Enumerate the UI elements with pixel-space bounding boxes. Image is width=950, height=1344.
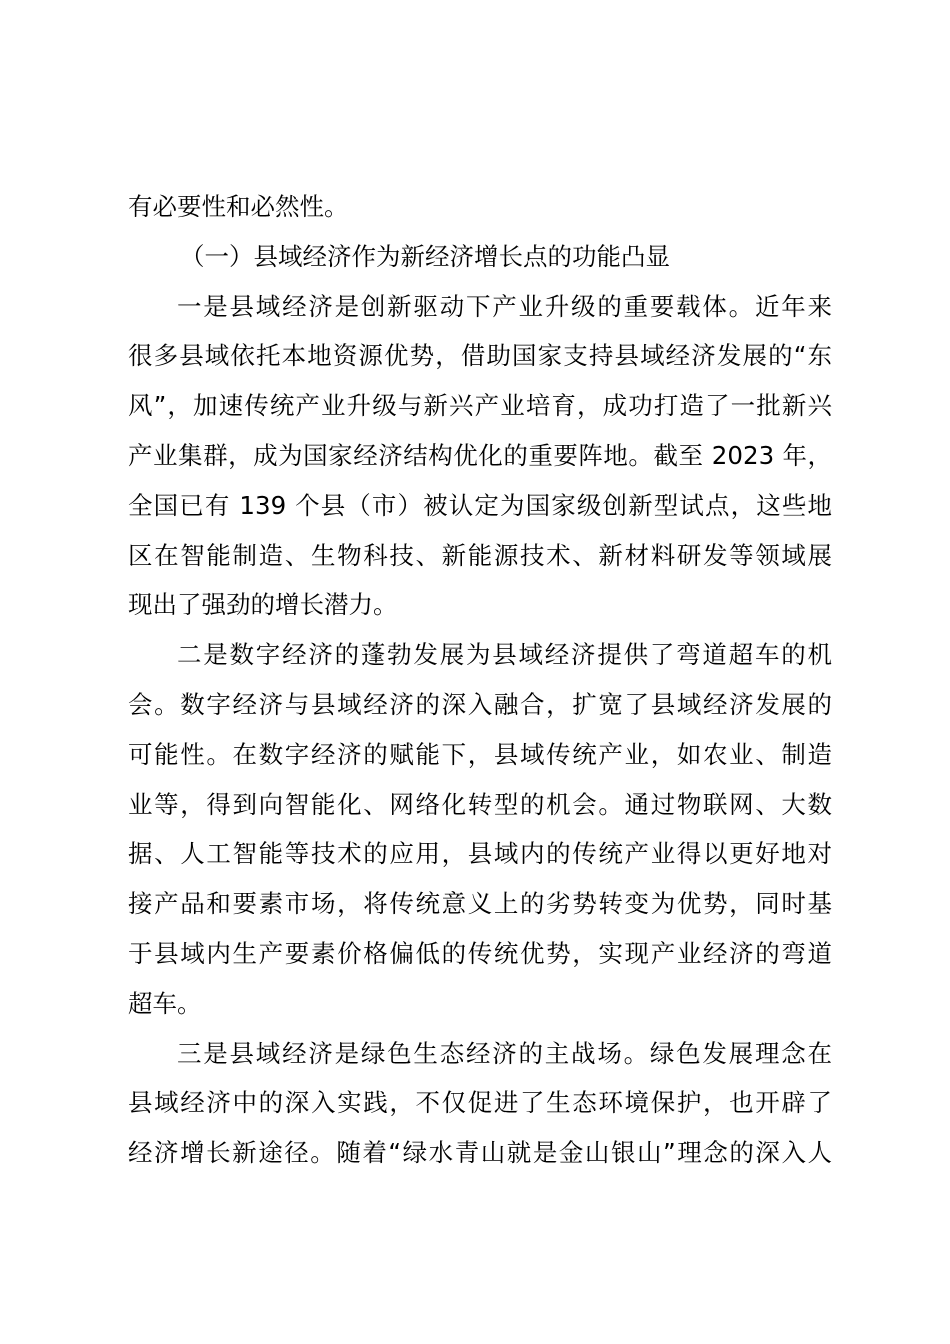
paragraph-line: 一是县域经济是创新驱动下产业升级的重要载体。近年来 (177, 291, 832, 321)
paragraph-line: 全国已有 139 个县（市）被认定为国家级创新型试点，这些地 (128, 490, 832, 520)
paragraph-line: 经济增长新途径。随着“绿水青山就是金山银山”理念的深入人 (128, 1138, 832, 1168)
paragraph-line: 业等，得到向智能化、网络化转型的机会。通过物联网、大数 (128, 789, 832, 819)
paragraph-line: 据、人工智能等技术的应用，县域内的传统产业得以更好地对 (128, 839, 832, 869)
paragraph-1 (128, 282, 832, 631)
paragraph-line: 二是数字经济的蓬勃发展为县域经济提供了弯道超车的机 (177, 640, 832, 670)
paragraph-2 (128, 630, 832, 1028)
paragraph-line: 超车。 (128, 988, 202, 1018)
paragraph-line: 县域经济中的深入实践，不仅促进了生态环境保护，也开辟了 (128, 1088, 832, 1118)
paragraph-line: 会。数字经济与县域经济的深入融合，扩宽了县域经济发展的 (128, 689, 832, 719)
paragraph-line: 接产品和要素市场，将传统意义上的劣势转变为优势，同时基 (128, 889, 832, 919)
paragraph-line: 现出了强劲的增长潜力。 (128, 590, 398, 620)
paragraph-line: 三是县域经济是绿色生态经济的主战场。绿色发展理念在 (177, 1038, 832, 1068)
paragraph-line: 区在智能制造、生物科技、新能源技术、新材料研发等领域展 (128, 540, 832, 570)
continuation-line: 有必要性和必然性。 (128, 192, 349, 221)
paragraph-line: 产业集群，成为国家经济结构优化的重要阵地。截至 2023 年， (128, 440, 832, 470)
document-body (128, 182, 832, 1178)
paragraph-line: 可能性。在数字经济的赋能下，县域传统产业，如农业、制造 (128, 739, 832, 769)
paragraph-3 (128, 1029, 832, 1178)
paragraph-line: 风”，加速传统产业升级与新兴产业培育，成功打造了一批新兴 (128, 391, 832, 421)
paragraph-line: 很多县域依托本地资源优势，借助国家支持县域经济发展的“东 (128, 341, 832, 371)
section-heading: （一）县域经济作为新经济增长点的功能凸显 (180, 241, 670, 271)
paragraph-line: 于县域内生产要素价格偏低的传统优势，实现产业经济的弯道 (128, 938, 832, 968)
